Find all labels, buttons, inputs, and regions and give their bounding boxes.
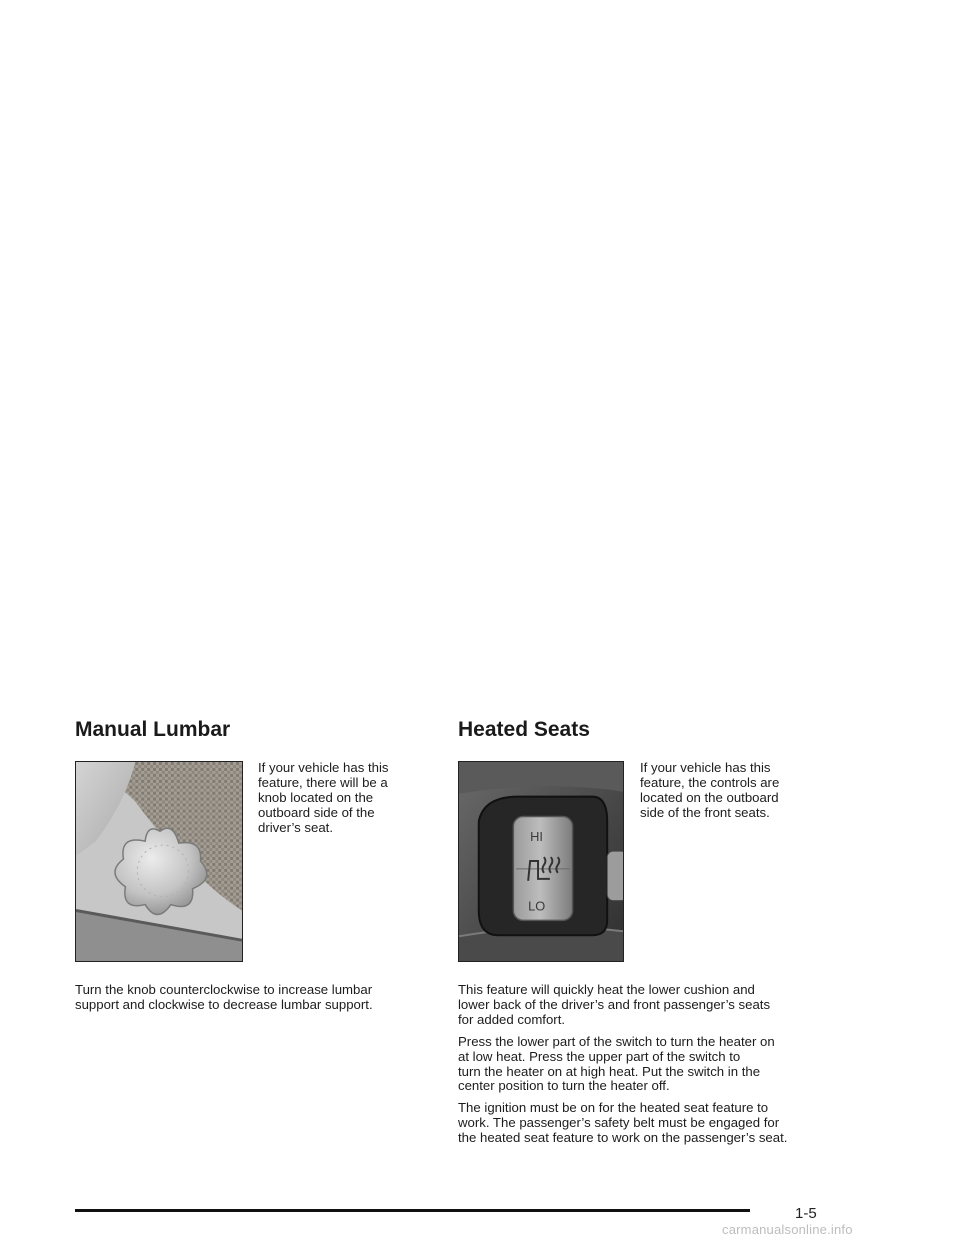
manual-lumbar-body: Turn the knob counterclockwise to increase lumbar support and clockwise to decrease lumbar support. — [75, 982, 373, 1012]
lumbar-knob-illustration — [76, 762, 242, 961]
heated-seats-intro: If your vehicle has this feature, the controls are located on the outboard side of the front seats. — [640, 760, 780, 820]
heated-seats-paragraph-2: Press the lower part of the switch to turn the heater on at low heat. Press the upper part of the switch to turn the heater on at high heat. Put the switch in the center position to turn the heater off. — [458, 1033, 775, 1094]
heated-seat-switch-illustration — [459, 762, 623, 961]
heated-seat-switch-photo — [458, 761, 624, 962]
switch-lo-label: LO — [528, 898, 546, 914]
footer-rule — [75, 1209, 750, 1212]
manual-lumbar-title: Manual Lumbar — [75, 718, 231, 741]
page-number: 1-5 — [795, 1205, 817, 1222]
heated-seats-paragraph-3: The ignition must be on for the heated seat feature to work. The passenger’s safety belt must be engaged for the heated seat feature to work on the passenger’s seat. — [458, 1100, 788, 1146]
heated-seats-title: Heated Seats — [458, 718, 590, 741]
manual-lumbar-intro: If your vehicle has this feature, there will be a knob located on the outboard side of the driver’s seat. — [258, 760, 389, 835]
heated-seats-paragraph-1: This feature will quickly heat the lower cushion and lower back of the driver’s and front passenger’s seats for added comfort. — [458, 982, 771, 1027]
switch-hi-label: HI — [530, 829, 543, 845]
heated-seats-body — [458, 983, 828, 1153]
lumbar-knob-photo — [75, 761, 243, 962]
watermark-text[interactable]: carmanualsonline.info — [722, 1222, 853, 1237]
